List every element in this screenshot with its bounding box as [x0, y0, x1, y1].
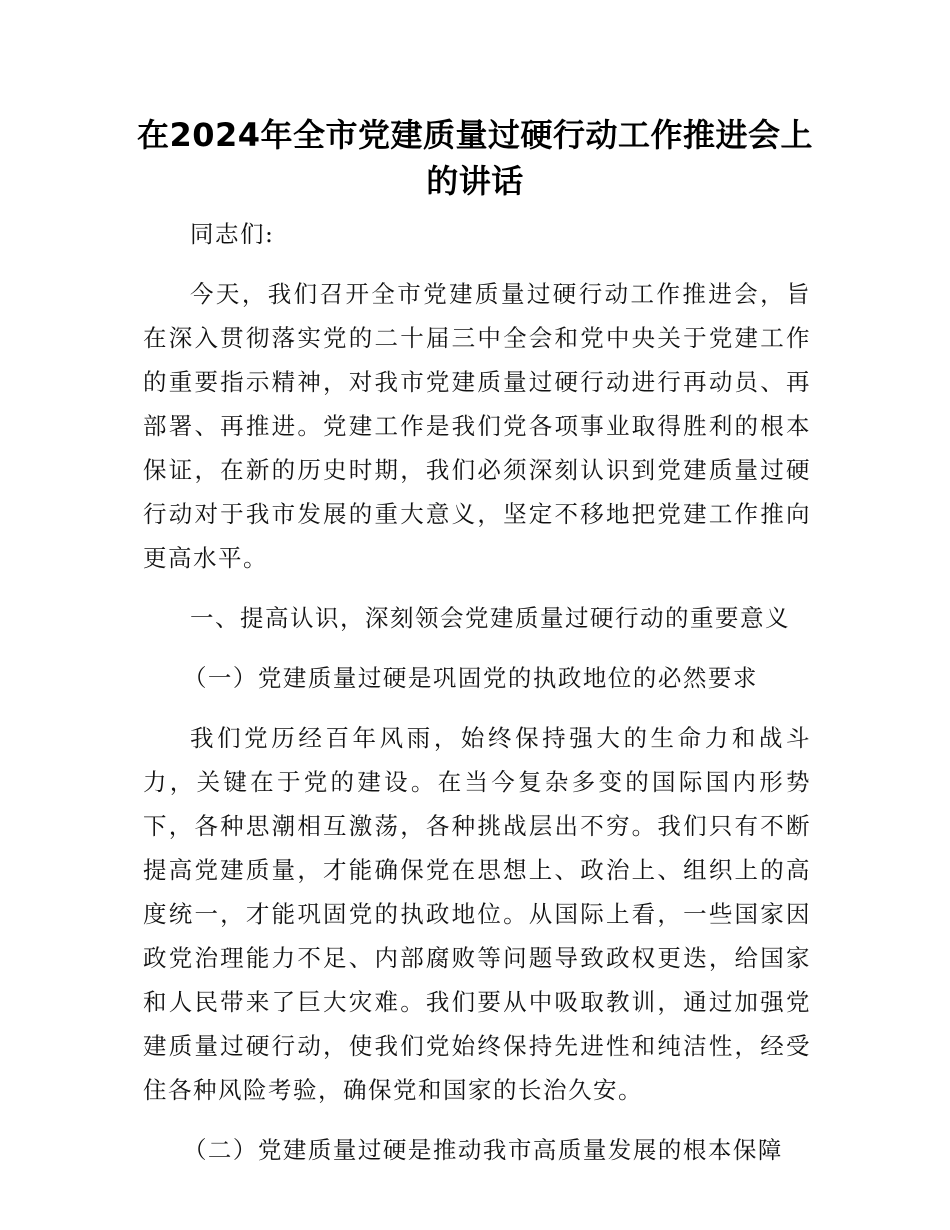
subsection-heading-1: （一）党建质量过硬是巩固党的执政地位的必然要求 — [182, 664, 758, 692]
salutation: 同志们: — [190, 220, 275, 248]
document-title: 在2024年全市党建质量过硬行动工作推进会上的讲话 — [136, 116, 814, 200]
paragraph-body-1: 我们党历经百年风雨，始终保持强大的生命力和战斗力，关键在于党的建设。在当今复杂多变的国际国内形势下，各种思潮相互激荡，各种挑战层出不穷。我们只有不断提高党建质量，才能确保党在思想上、政治上、组织上的高度统一，才能巩固党的执政地位。从国际上看，一些国家因政党治理能力不足、内部腐败等问题导致政权更迭，给国家和人民带来了巨大灾难。我们要从中吸取教训，通过加强党建质量过硬行动，使我们党始终保持先进性和纯洁性，经受住各种风险考验，确保党和国家的长治久安。 — [143, 724, 811, 1104]
paragraph-intro: 今天，我们召开全市党建质量过硬行动工作推进会，旨在深入贯彻落实党的二十届三中全会和党中央关于党建工作的重要指示精神，对我市党建质量过硬行动进行再动员、再部署、再推进。党建工作是我们党各项事业取得胜利的根本保证，在新的历史时期，我们必须深刻认识到党建质量过硬行动对于我市发展的重大意义，坚定不移地把党建工作推向更高水平。 — [143, 280, 811, 572]
subsection-heading-2: （二）党建质量过硬是推动我市高质量发展的根本保障 — [182, 1136, 783, 1164]
section-heading-1: 一、提高认识，深刻领会党建质量过硬行动的重要意义 — [190, 604, 790, 632]
document-body — [143, 212, 811, 1172]
